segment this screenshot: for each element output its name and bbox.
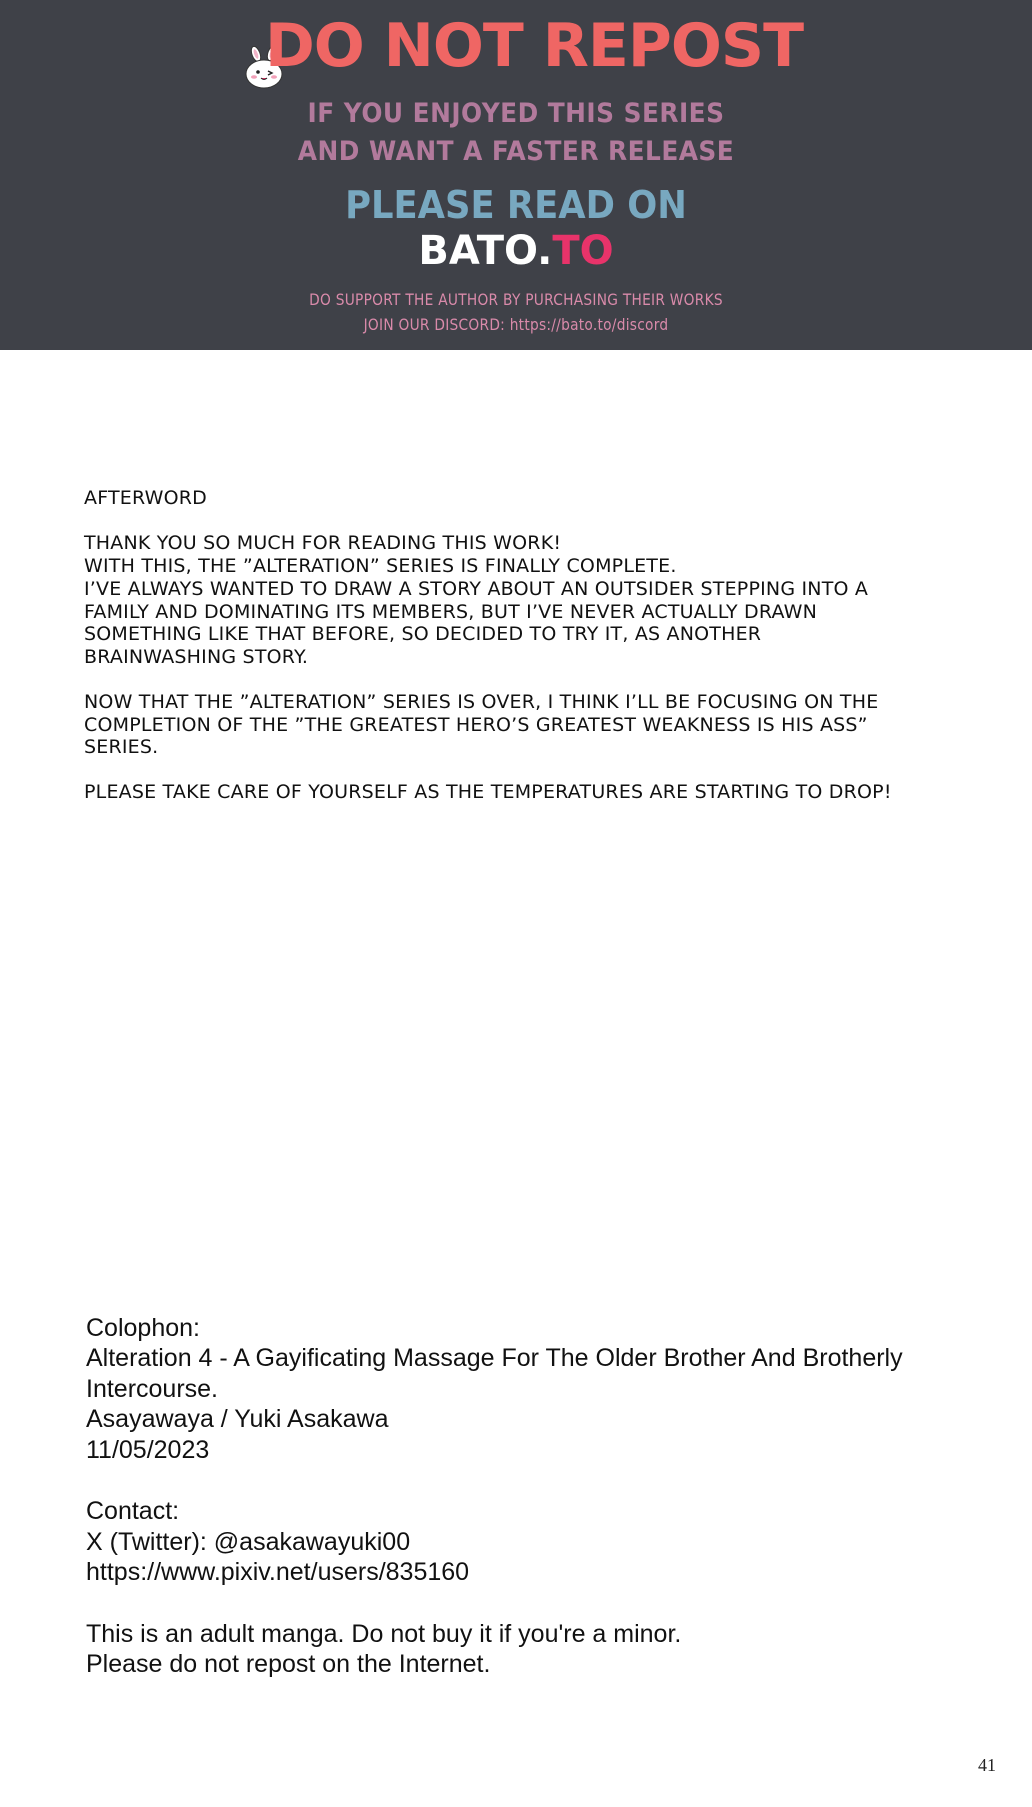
afterword-p3-line: PLEASE TAKE CARE OF YOURSELF AS THE TEMPERATURES ARE STARTING TO DROP!	[84, 781, 892, 803]
contact-heading: Contact:	[86, 1497, 180, 1525]
afterword-p1-line: THANK YOU SO MUCH FOR READING THIS WORK!	[84, 532, 562, 554]
site-name-main: BATO.	[418, 228, 553, 274]
contact-pixiv-link[interactable]: https://www.pixiv.net/users/835160	[86, 1558, 470, 1586]
banner-subtitle-line1: IF YOU ENJOYED THIS SERIES	[307, 98, 725, 129]
afterword-p1-line: WITH THIS, THE ”ALTERATION” SERIES IS FINALLY COMPLETE.	[84, 555, 677, 577]
afterword-p2-line: SERIES.	[84, 736, 159, 758]
colophon-date: 11/05/2023	[86, 1436, 210, 1464]
repost-notice: Please do not repost on the Internet.	[86, 1650, 491, 1678]
afterword-p1-line: SOMETHING LIKE THAT BEFORE, SO DECIDED TO TRY IT, AS ANOTHER	[84, 623, 762, 645]
site-name-link[interactable]	[0, 226, 1032, 276]
adult-notice: This is an adult manga. Do not buy it if you're a minor.	[86, 1620, 682, 1648]
page-number: 41	[978, 1755, 996, 1775]
afterword-heading: AFTERWORD	[84, 487, 208, 509]
please-read-on: PLEASE READ ON	[345, 183, 687, 227]
afterword-p2-line: COMPLETION OF THE ”THE GREATEST HERO’S GREATEST WEAKNESS IS HIS ASS”	[84, 714, 868, 736]
colophon-author: Asayawaya / Yuki Asakawa	[86, 1405, 389, 1433]
afterword-p2-line: NOW THAT THE ”ALTERATION” SERIES IS OVER, I THINK I’LL BE FOCUSING ON THE	[84, 691, 879, 713]
do-not-repost-title: DO NOT REPOST	[264, 11, 804, 81]
contact-twitter: X (Twitter): @asakawayuki00	[86, 1528, 411, 1556]
afterword-p1-line: FAMILY AND DOMINATING ITS MEMBERS, BUT I’VE NEVER ACTUALLY DRAWN	[84, 601, 818, 623]
afterword-p1-line: I’VE ALWAYS WANTED TO DRAW A STORY ABOUT AN OUTSIDER STEPPING INTO A	[84, 578, 869, 600]
colophon-title-line2: Intercourse.	[86, 1375, 219, 1403]
repost-warning-banner	[0, 0, 1032, 350]
support-author-text: DO SUPPORT THE AUTHOR BY PURCHASING THEIR WORKS	[309, 290, 723, 309]
afterword-p1-line: BRAINWASHING STORY.	[84, 646, 309, 668]
banner-subtitle-line2: AND WANT A FASTER RELEASE	[297, 136, 735, 167]
colophon-title-line1: Alteration 4 - A Gayificating Massage For The Older Brother And Brotherly	[86, 1344, 903, 1372]
discord-invite-text[interactable]: JOIN OUR DISCORD: https://bato.to/discord	[363, 315, 669, 334]
colophon-heading: Colophon:	[86, 1314, 200, 1342]
site-name-accent: TO	[552, 228, 614, 274]
